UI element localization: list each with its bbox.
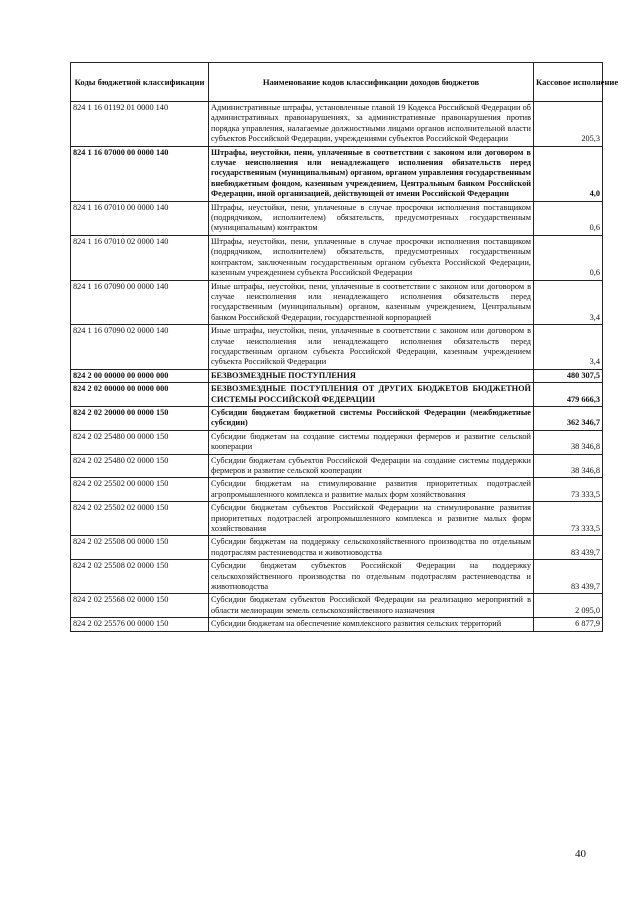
row-code: 824 2 02 25480 02 0000 150: [71, 454, 209, 478]
row-amount: 38 346,8: [534, 454, 603, 478]
row-name: Субсидии бюджетам на обеспечение комплексного развития сельских территорий: [209, 618, 534, 631]
row-amount: 3,4: [534, 325, 603, 370]
row-code: 824 2 02 20000 00 0000 150: [71, 406, 209, 430]
row-amount: 0,6: [534, 201, 603, 235]
table-row: [71, 325, 603, 370]
row-code: 824 1 16 07010 00 0000 140: [71, 201, 209, 235]
row-name: Субсидии бюджетам бюджетной системы Российской Федерации (межбюджетные субсидии): [209, 406, 534, 430]
row-code: 824 2 02 25508 00 0000 150: [71, 536, 209, 560]
row-name: Субсидии бюджетам на создание системы поддержки фермеров и развитие сельской кооперации: [209, 430, 534, 454]
row-code: 824 1 16 01192 01 0000 140: [71, 102, 209, 147]
row-amount: 83 439,7: [534, 560, 603, 594]
row-name: Штрафы, неустойки, пени, уплаченные в соответствии с законом или договором в случае неисполнения или ненадлежащего исполнения обязательств перед государственным (муниципальным) органом, органом управления государственным внебюджетным фондом, казенным учреждением, Центральным банком Российской Федерации, иной организацией, действующей от имени Российской Федерации: [209, 146, 534, 201]
table-row: [71, 280, 603, 325]
row-name: Субсидии бюджетам субъектов Российской Федерации на реализацию мероприятий в области мелиорации земель сельскохозяйственного назначения: [209, 594, 534, 618]
row-amount: 362 346,7: [534, 406, 603, 430]
row-name: БЕЗВОЗМЕЗДНЫЕ ПОСТУПЛЕНИЯ: [209, 369, 534, 382]
table-row: [71, 369, 603, 382]
row-name: БЕЗВОЗМЕЗДНЫЕ ПОСТУПЛЕНИЯ ОТ ДРУГИХ БЮДЖЕТОВ БЮДЖЕТНОЙ СИСТЕМЫ РОССИЙСКОЙ ФЕДЕРАЦИИ: [209, 383, 534, 407]
row-code: 824 2 02 25576 00 0000 150: [71, 618, 209, 631]
row-name: Штрафы, неустойки, пени, уплаченные в случае просрочки исполнения поставщиком (подрядчиком, исполнителем) обязательств, предусмотренных государственным (муниципальным) контрактом: [209, 201, 534, 235]
row-name: Субсидии бюджетам субъектов Российской Федерации на создание системы поддержки фермеров и развитие сельской кооперации: [209, 454, 534, 478]
row-amount: 2 095,0: [534, 594, 603, 618]
row-amount: 4,0: [534, 146, 603, 201]
row-amount: 479 666,3: [534, 383, 603, 407]
row-code: 824 2 02 25508 02 0000 150: [71, 560, 209, 594]
row-code: 824 2 02 25568 02 0000 150: [71, 594, 209, 618]
row-amount: 205,3: [534, 102, 603, 147]
table-row: [71, 560, 603, 594]
row-code: 824 2 02 25480 00 0000 150: [71, 430, 209, 454]
row-name: Административные штрафы, установленные главой 19 Кодекса Российской Федерации об административных правонарушениях, за административные правонарушения против порядка управления, налагаемые должностными лицами органов исполнительной власти субъектов Российской Федерации, учреждениями субъектов Российской Федерации: [209, 102, 534, 147]
row-name: Субсидии бюджетам субъектов Российской Федерации на стимулирование развития приоритетных подотраслей агропромышленного комплекса и развитие малых форм хозяйствования: [209, 502, 534, 536]
table-body: [71, 102, 603, 632]
row-code: 824 2 02 00000 00 0000 000: [71, 383, 209, 407]
row-code: 824 1 16 07000 00 0000 140: [71, 146, 209, 201]
table-row: [71, 201, 603, 235]
row-amount: 480 307,5: [534, 369, 603, 382]
table-row: [71, 618, 603, 631]
row-code: 824 2 02 25502 02 0000 150: [71, 502, 209, 536]
table-row: [71, 430, 603, 454]
header-name: Наименование кодов классификации доходов бюджетов: [209, 63, 534, 102]
row-code: 824 2 02 25502 00 0000 150: [71, 478, 209, 502]
page-number: 40: [575, 848, 586, 860]
row-name: Субсидии бюджетам субъектов Российской Федерации на поддержку сельскохозяйственного производства по отдельным подотраслям растениеводства и животноводства: [209, 560, 534, 594]
row-amount: 3,4: [534, 280, 603, 325]
budget-revenue-table: [70, 62, 619, 632]
row-code: 824 1 16 07010 02 0000 140: [71, 235, 209, 280]
header-amount: Кассовое исполнение: [534, 63, 603, 102]
table-row: [71, 454, 603, 478]
row-name: Субсидии бюджетам на поддержку сельскохозяйственного производства по отдельным подотраслям растениеводства и животноводства: [209, 536, 534, 560]
table-row: [71, 235, 603, 280]
row-code: 824 1 16 07090 00 0000 140: [71, 280, 209, 325]
table-row: [71, 536, 603, 560]
header-code: Коды бюджетной классификации: [71, 63, 209, 102]
row-amount: 73 333,5: [534, 478, 603, 502]
table-row: [71, 478, 603, 502]
table-row: [71, 406, 603, 430]
row-name: Иные штрафы, неустойки, пени, уплаченные в соответствии с законом или договором в случае неисполнения или ненадлежащего исполнения обязательств перед государственным органом субъекта Российской Федерации, казенным учреждением субъекта Российской Федерации: [209, 325, 534, 370]
row-name: Субсидии бюджетам на стимулирование развития приоритетных подотраслей агропромышленного комплекса и развитие малых форм хозяйствования: [209, 478, 534, 502]
table-header-row: [71, 63, 603, 102]
row-name: Иные штрафы, неустойки, пени, уплаченные в соответствии с законом или договором в случае неисполнения или ненадлежащего исполнения обязательств перед государственным (муниципальным) органом, казенным учреждением, Центральным банком Российской Федерации, государственной корпорацией: [209, 280, 534, 325]
row-amount: 38 346,8: [534, 430, 603, 454]
row-amount: 0,6: [534, 235, 603, 280]
row-name: Штрафы, неустойки, пени, уплаченные в случае просрочки исполнения поставщиком (подрядчиком, исполнителем) обязательств, предусмотренных государственным контрактом, заключенным государственным органом субъекта Российской Федерации, казенным учреждением субъекта Российской Федерации: [209, 235, 534, 280]
row-code: 824 2 00 00000 00 0000 000: [71, 369, 209, 382]
row-code: 824 1 16 07090 02 0000 140: [71, 325, 209, 370]
row-amount: 73 333,5: [534, 502, 603, 536]
row-amount: 6 877,9: [534, 618, 603, 631]
table-row: [71, 502, 603, 536]
table-row: [71, 102, 603, 147]
row-amount: 83 439,7: [534, 536, 603, 560]
table-row: [71, 594, 603, 618]
table-row: [71, 383, 603, 407]
table-row: [71, 146, 603, 201]
